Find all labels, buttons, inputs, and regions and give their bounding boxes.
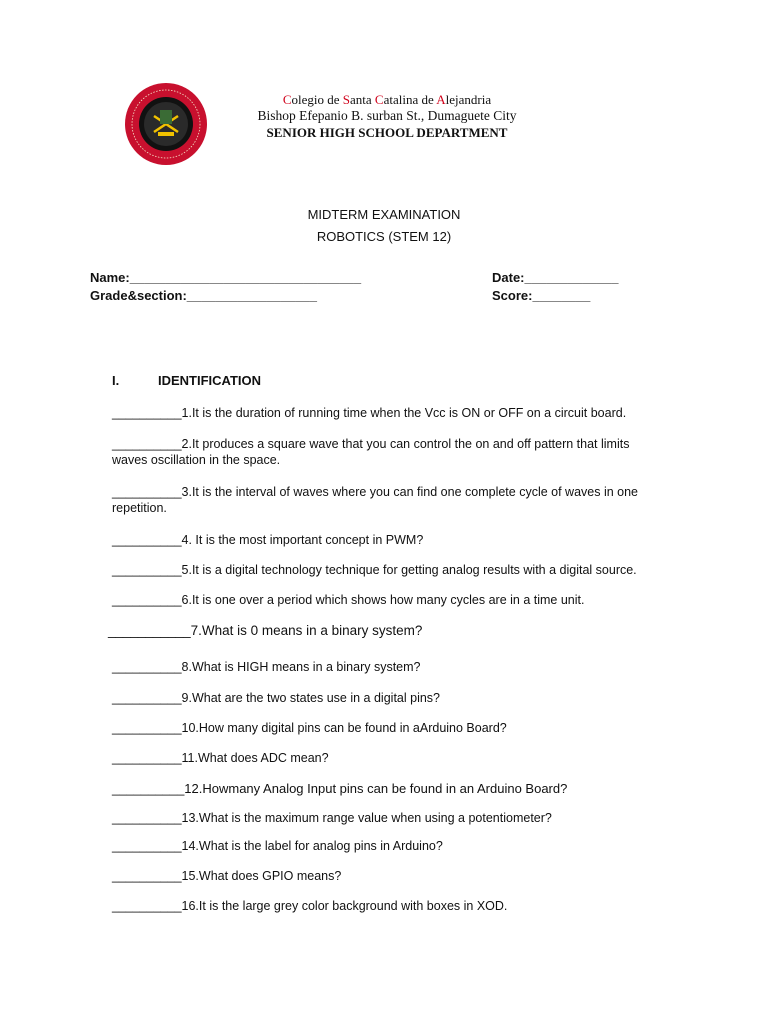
question-11: __________11.What does ADC mean? bbox=[112, 751, 329, 765]
school-name-text: lejandria bbox=[445, 92, 492, 107]
exam-title: MIDTERM EXAMINATION bbox=[307, 207, 461, 222]
question-6: __________6.It is one over a period which shows how many cycles are in a time unit. bbox=[112, 593, 585, 607]
question-13: __________13.What is the maximum range value when using a potentiometer? bbox=[112, 811, 552, 825]
section-number: I. bbox=[112, 373, 120, 388]
question-10: __________10.How many digital pins can be found in aArduino Board? bbox=[112, 721, 507, 735]
question-16: __________16.It is the large grey color background with boxes in XOD. bbox=[112, 899, 508, 913]
school-header bbox=[222, 92, 552, 141]
school-seal-logo bbox=[124, 82, 208, 166]
school-name-capital: C bbox=[374, 92, 384, 107]
school-address: Bishop Efepanio B. surban St., Dumaguete City bbox=[257, 108, 517, 123]
school-name-text: atalina de bbox=[383, 92, 437, 107]
exam-subject: ROBOTICS (STEM 12) bbox=[316, 229, 452, 244]
date-field: Date:_____________ bbox=[492, 270, 619, 285]
school-name-text: olegio de bbox=[291, 92, 343, 107]
school-name-text: anta bbox=[350, 92, 375, 107]
department-title: SENIOR HIGH SCHOOL DEPARTMENT bbox=[266, 125, 508, 140]
question-4: __________4. It is the most important concept in PWM? bbox=[112, 533, 424, 547]
question-9: __________9.What are the two states use in a digital pins? bbox=[112, 691, 440, 705]
school-name bbox=[222, 92, 552, 108]
grade-section-field: Grade&section:__________________ bbox=[90, 288, 317, 303]
question-12: __________12.Howmany Analog Input pins can be found in an Arduino Board? bbox=[112, 781, 568, 796]
question-1: __________1.It is the duration of running time when the Vcc is ON or OFF on a circuit board. bbox=[112, 406, 627, 420]
school-name-capital: C bbox=[282, 92, 292, 107]
question-8: __________8.What is HIGH means in a binary system? bbox=[112, 660, 421, 674]
school-name-capital: A bbox=[436, 92, 446, 107]
question-3: __________3.It is the interval of waves where you can find one complete cycle of waves in one repetition. bbox=[112, 485, 639, 515]
name-field: Name:________________________________ bbox=[90, 270, 362, 285]
question-15: __________15.What does GPIO means? bbox=[112, 869, 342, 883]
school-name-capital: S bbox=[342, 92, 350, 107]
section-title: IDENTIFICATION bbox=[158, 373, 262, 388]
question-7: ___________7.What is 0 means in a binary system? bbox=[108, 623, 423, 638]
score-field: Score:________ bbox=[492, 288, 591, 303]
question-14: __________14.What is the label for analog pins in Arduino? bbox=[112, 839, 443, 853]
question-2: __________2.It produces a square wave that you can control the on and off pattern that limits waves oscillation in the space. bbox=[112, 437, 630, 467]
question-5: __________5.It is a digital technology technique for getting analog results with a digital source. bbox=[112, 563, 637, 577]
